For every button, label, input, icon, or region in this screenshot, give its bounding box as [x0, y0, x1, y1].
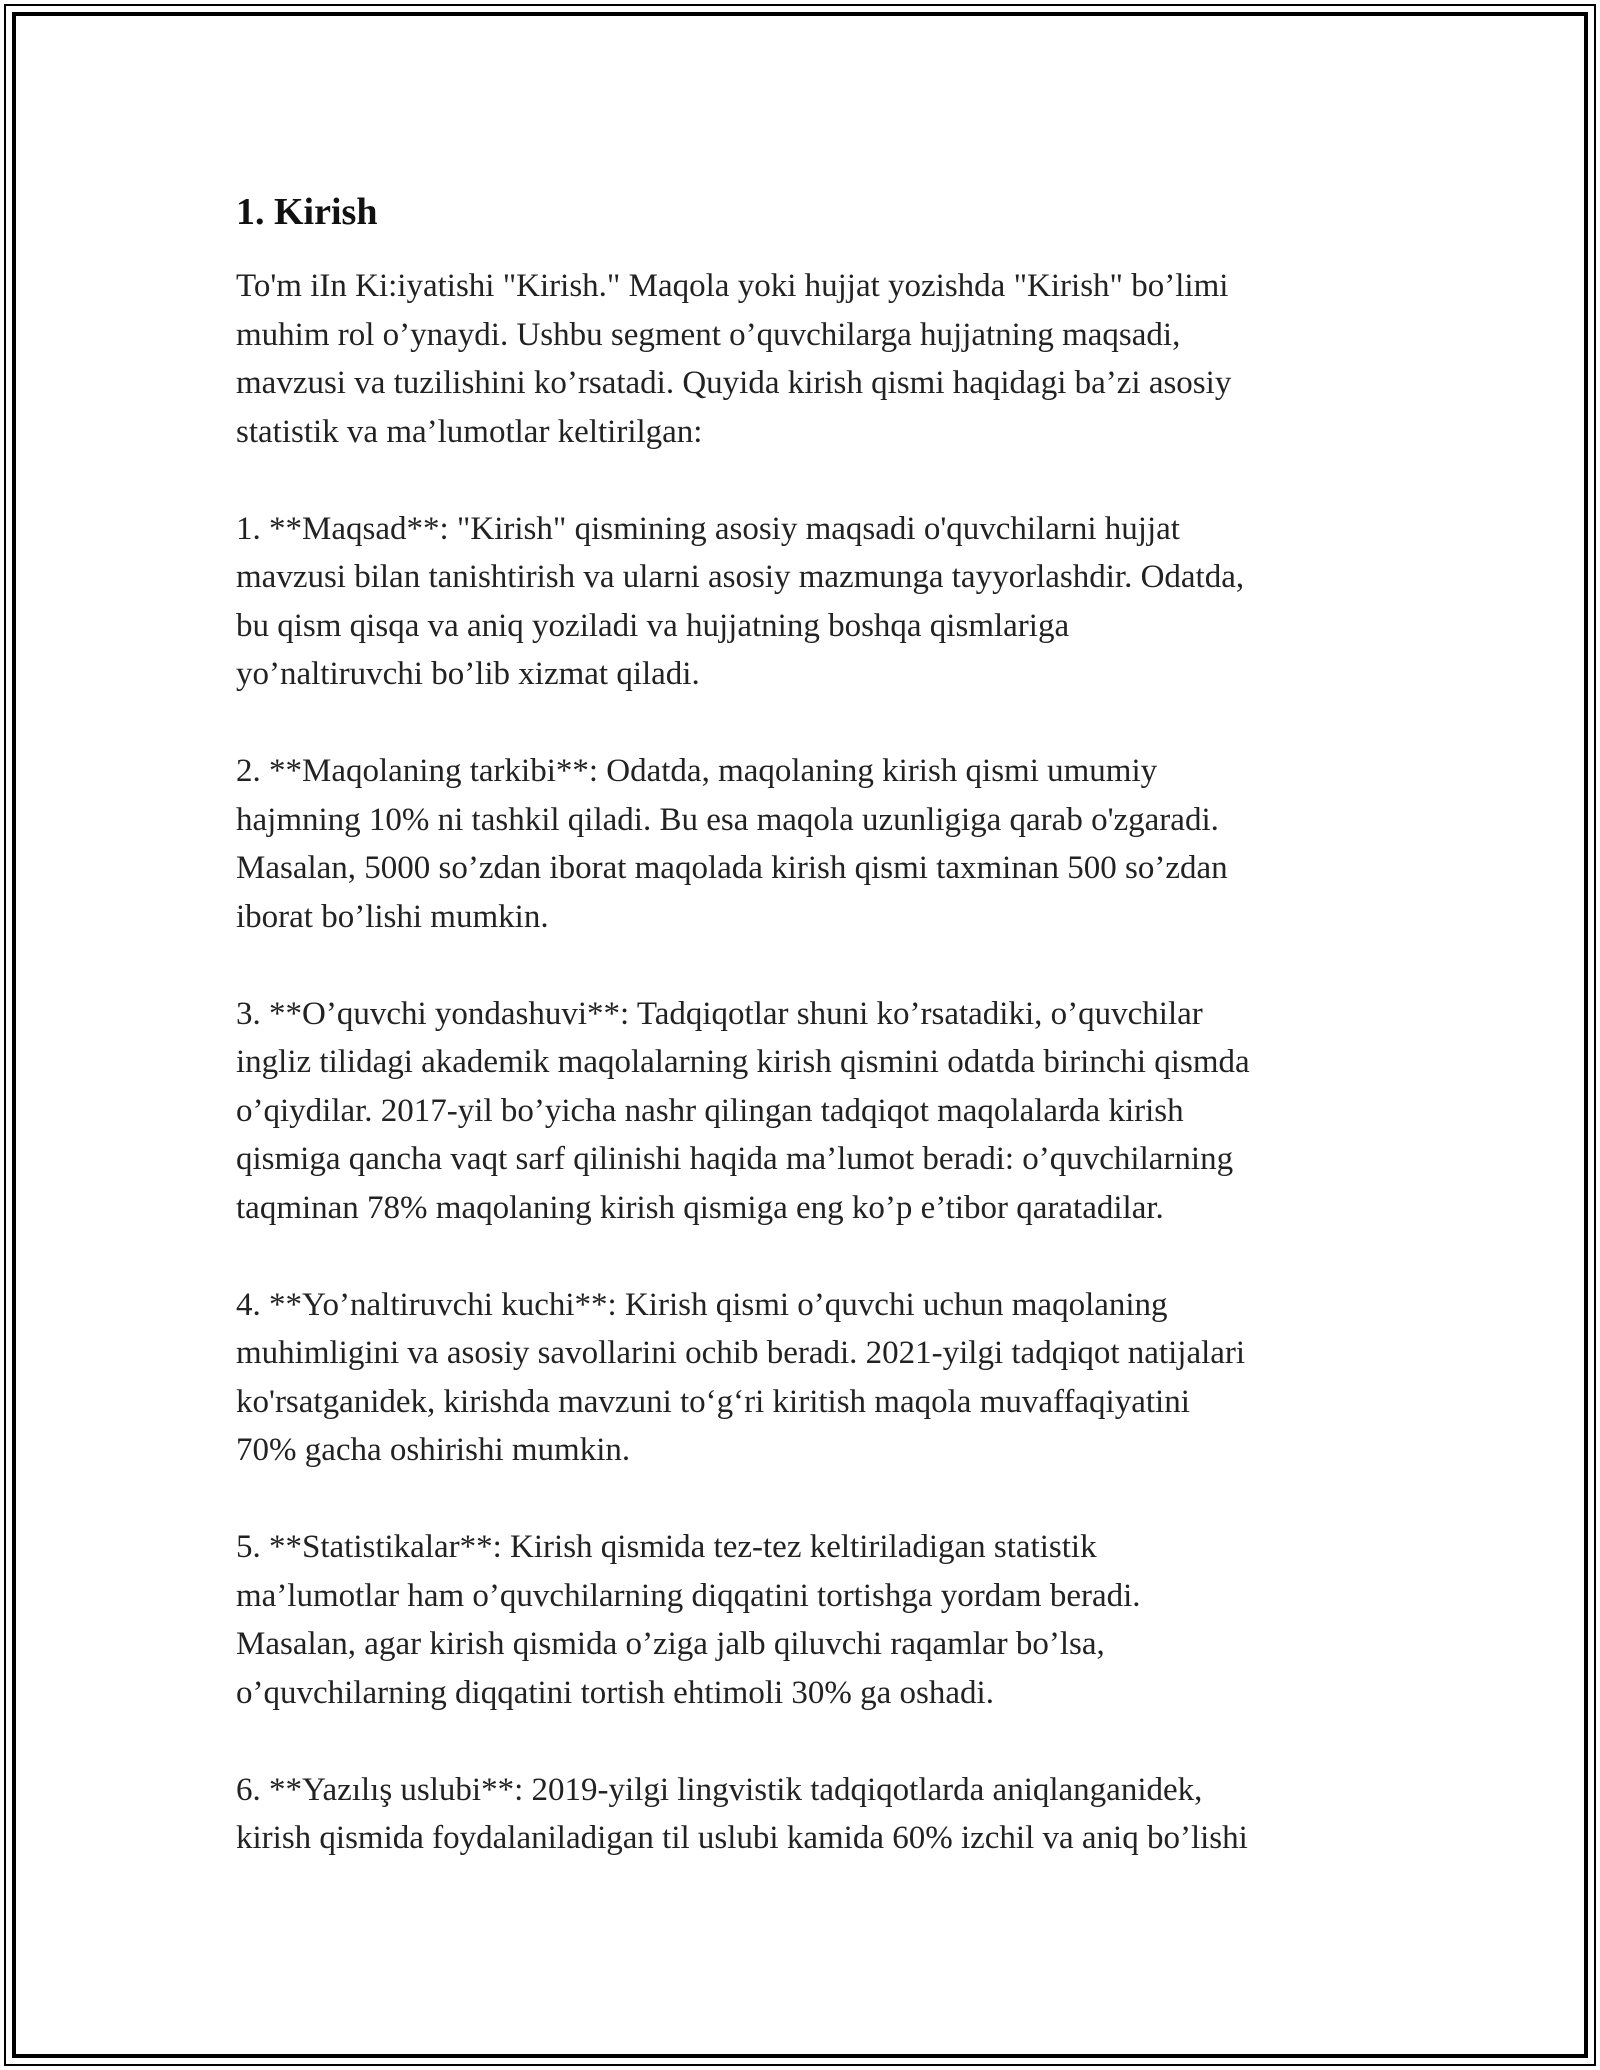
text-line: 4. **Yo’naltiruvchi kuchi**: Kirish qismi o’quvchi uchun maqolaning — [236, 1286, 1168, 1323]
text-line: ko'rsatganidek, kirishda mavzuni to‘g‘ri kiritish maqola muvaffaqiyatini — [236, 1383, 1190, 1420]
text-line: iborat bo’lishi mumkin. — [236, 898, 549, 935]
text-line: bu qism qisqa va aniq yoziladi va hujjatning boshqa qismlariga — [236, 607, 1070, 644]
text-line: ma’lumotlar ham o’quvchilarning diqqatini tortishga yordam beradi. — [236, 1577, 1141, 1614]
text-line: o’qiydilar. 2017-yil bo’yicha nashr qilingan tadqiqot maqolalarda kirish — [236, 1092, 1184, 1129]
text-line: yo’naltiruvchi bo’lib xizmat qiladi. — [236, 656, 700, 692]
text-line: muhimligini va asosiy savollarini ochib beradi. 2021-yilgi tadqiqot natijalari — [236, 1335, 1246, 1371]
paragraph-item-4 — [236, 1281, 1376, 1475]
text-line: 5. **Statistikalar**: Kirish qismida tez-tez keltiriladigan statistik — [236, 1529, 1097, 1565]
text-line: muhim rol o’ynaydi. Ushbu segment o’quvchilarga hujjatning maqsadi, — [236, 316, 1181, 353]
text-line: 1. **Maqsad**: "Kirish" qismining asosiy maqsadi o'quvchilarni hujjat — [236, 510, 1180, 547]
text-line: kirish qismida foydalaniladigan til uslubi kamida 60% izchil va aniq bo’lishi — [236, 1820, 1248, 1856]
text-line: statistik va ma’lumotlar keltirilgan: — [236, 413, 703, 450]
paragraph-item-2 — [236, 747, 1376, 941]
text-line: Masalan, agar kirish qismida o’ziga jalb qiluvchi raqamlar bo’lsa, — [236, 1626, 1105, 1662]
text-line: o’quvchilarning diqqatini tortish ehtimoli 30% ga oshadi. — [236, 1674, 994, 1711]
document-body — [236, 188, 1376, 1911]
text-line: 2. **Maqolaning tarkibi**: Odatda, maqolaning kirish qismi umumiy — [236, 753, 1158, 789]
text-line: ingliz tilidagi akademik maqolalarning kirish qismini odatda birinchi qismda — [236, 1044, 1250, 1080]
text-line: 70% gacha oshirishi mumkin. — [236, 1432, 631, 1468]
paragraph-item-5 — [236, 1523, 1376, 1717]
paragraph-intro — [236, 262, 1376, 456]
text-line: taqminan 78% maqolaning kirish qismiga eng ko’p e’tibor qaratadilar. — [236, 1189, 1164, 1226]
text-line: Masalan, 5000 so’zdan iborat maqolada kirish qismi taxminan 500 so’zdan — [236, 850, 1228, 886]
text-line: 3. **O’quvchi yondashuvi**: Tadqiqotlar shuni ko’rsatadiki, o’quvchilar — [236, 995, 1203, 1032]
text-line: hajmning 10% ni tashkil qiladi. Bu esa maqola uzunligiga qarab o'zgaradi. — [236, 801, 1219, 838]
text-line: 6. **Yazılış uslubi**: 2019-yilgi lingvistik tadqiqotlarda aniqlanganidek, — [236, 1771, 1203, 1808]
section-heading: 1. Kirish — [236, 191, 378, 233]
text-line: To'm iIn Ki:iyatishi "Kirish." Maqola yoki hujjat yozishda "Kirish" bo’limi — [236, 268, 1229, 304]
text-line: qismiga qancha vaqt sarf qilinishi haqida ma’lumot beradi: o’quvchilarning — [236, 1141, 1234, 1177]
text-line: mavzusi va tuzilishini ko’rsatadi. Quyida kirish qismi haqidagi ba’zi asosiy — [236, 365, 1232, 401]
paragraph-item-1 — [236, 505, 1376, 699]
paragraph-item-3 — [236, 990, 1376, 1233]
paragraph-item-6 — [236, 1766, 1376, 1863]
text-line: mavzusi bilan tanishtirish va ularni asosiy mazmunga tayyorlashdir. Odatda, — [236, 559, 1245, 595]
